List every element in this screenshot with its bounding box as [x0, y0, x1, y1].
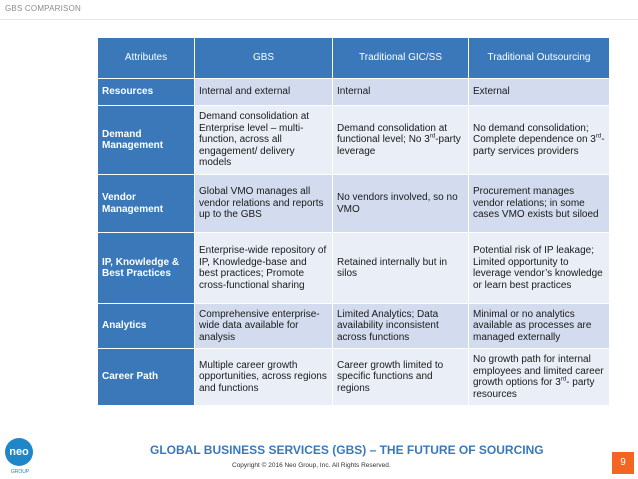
copyright-text: Copyright © 2016 Neo Group, Inc. All Rights Reserved.: [232, 462, 391, 469]
gbs-cell: Enterprise-wide repository of IP, Knowledge-base and best practices; Promote cross-functional sharing: [195, 233, 333, 304]
table-row: [98, 175, 610, 233]
row-attribute: Analytics: [98, 304, 195, 349]
comparison-table: [97, 37, 610, 406]
gic-cell: Career growth limited to specific functions and regions: [333, 349, 469, 406]
column-header-gic: Traditional GIC/SS: [333, 38, 469, 79]
footer-title: GLOBAL BUSINESS SERVICES (GBS) – THE FUTURE OF SOURCING: [150, 443, 544, 457]
table-row: [98, 304, 610, 349]
row-attribute: Demand Management: [98, 106, 195, 175]
table-row: [98, 233, 610, 304]
gic-cell: Retained internally but in silos: [333, 233, 469, 304]
row-attribute: Career Path: [98, 349, 195, 406]
page-title: GBS COMPARISON: [5, 4, 81, 13]
gbs-cell: Multiple career growth opportunities, across regions and functions: [195, 349, 333, 406]
outsourcing-cell: Procurement manages vendor relations; in some cases VMO exists but siloed: [469, 175, 610, 233]
gbs-cell: Demand consolidation at Enterprise level – multi-function, across all engagement/ delivery models: [195, 106, 333, 175]
outsourcing-cell: Minimal or no analytics available as processes are managed externally: [469, 304, 610, 349]
gbs-cell: Internal and external: [195, 79, 333, 106]
row-attribute: IP, Knowledge & Best Practices: [98, 233, 195, 304]
outsourcing-superscript: rd: [595, 133, 602, 140]
gic-cell: No vendors involved, so no VMO: [333, 175, 469, 233]
table-header-row: [98, 38, 610, 79]
gic-superscript: rd: [429, 133, 436, 140]
column-header-attributes: Attributes: [98, 38, 195, 79]
table-row: [98, 79, 610, 106]
gic-text-end: -party leverage: [337, 134, 461, 157]
column-header-gbs: GBS: [195, 38, 333, 79]
page-number: 9: [612, 452, 634, 474]
outsourcing-superscript: rd: [560, 376, 567, 383]
gic-cell: Limited Analytics; Data availability inconsistent across functions: [333, 304, 469, 349]
row-attribute: Vendor Management: [98, 175, 195, 233]
outsourcing-text-start: No growth path for internal employees and limited career growth options for 3: [473, 354, 604, 388]
outsourcing-cell: Potential risk of IP leakage; Limited opportunity to leverage vendor’s knowledge or learn best practices: [469, 233, 610, 304]
table-row: [98, 106, 610, 175]
outsourcing-text-end: - party resources: [473, 377, 595, 400]
logo-subtitle: GROUP: [10, 469, 30, 475]
outsourcing-cell: [469, 349, 610, 406]
outsourcing-cell: External: [469, 79, 610, 106]
row-attribute: Resources: [98, 79, 195, 106]
outsourcing-cell: [469, 106, 610, 175]
gbs-cell: Global VMO manages all vendor relations and reports up to the GBS: [195, 175, 333, 233]
gic-cell: [333, 106, 469, 175]
gic-cell: Internal: [333, 79, 469, 106]
gic-text-start: Demand consolidation at functional level; No 3: [337, 122, 448, 146]
outsourcing-text-end: - party services providers: [473, 134, 605, 157]
column-header-outsourcing: Traditional Outsourcing: [469, 38, 610, 79]
neo-logo: neo: [5, 438, 33, 466]
header-divider: [0, 19, 638, 20]
table-row: [98, 349, 610, 406]
outsourcing-text-start: No demand consolidation; Complete dependence on 3: [473, 122, 596, 146]
gbs-cell: Comprehensive enterprise-wide data available for analysis: [195, 304, 333, 349]
